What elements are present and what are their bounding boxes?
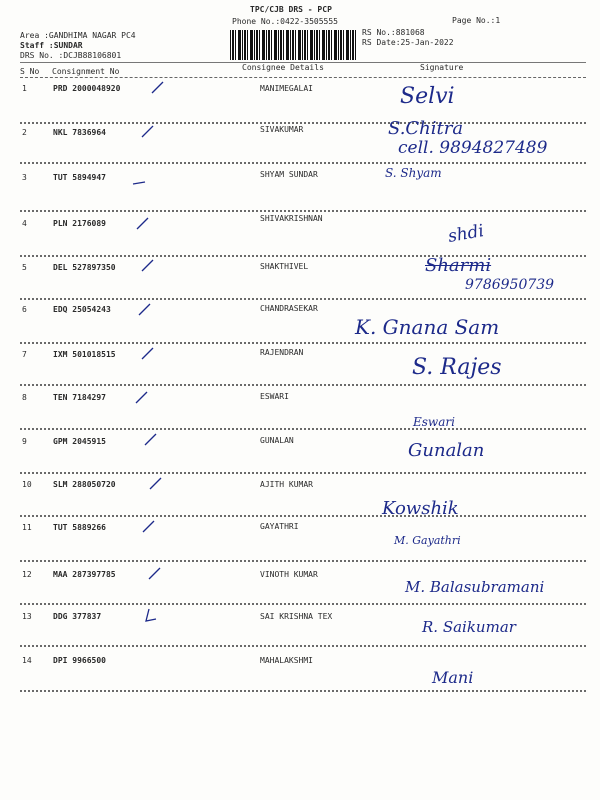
row-sno: 6 xyxy=(22,305,27,314)
report-title: TPC/CJB DRS - PCP xyxy=(250,5,332,14)
row-consignee: SHYAM SUNDAR xyxy=(260,170,318,179)
col-header-signature: Signature xyxy=(420,63,464,72)
col-header-sno: S No xyxy=(20,67,40,76)
row-signature-phone: 9786950739 xyxy=(465,277,555,293)
row-separator xyxy=(20,560,586,562)
row-consignment: DEL 527897350 xyxy=(53,263,116,272)
tick-mark xyxy=(140,258,154,272)
tick-mark xyxy=(150,80,164,94)
tick-mark xyxy=(148,476,162,490)
row-separator xyxy=(20,298,586,300)
row-signature: S.Chitra xyxy=(388,118,464,139)
row-sno: 11 xyxy=(22,523,32,532)
row-consignment: MAA 287397785 xyxy=(53,570,116,579)
row-signature: M. Gayathri xyxy=(394,534,461,547)
rs-number: RS No.:881068 xyxy=(362,28,425,37)
row-sno: 12 xyxy=(22,570,32,579)
row-sno: 3 xyxy=(22,173,27,182)
tick-mark xyxy=(134,390,148,404)
col-header-consignment: Consignment No xyxy=(52,67,120,76)
row-consignee: AJITH KUMAR xyxy=(260,480,313,489)
row-consignment: PLN 2176089 xyxy=(53,219,106,228)
row-consignment: NKL 7836964 xyxy=(53,128,106,137)
row-consignment: DDG 377837 xyxy=(53,612,102,621)
row-consignment: TUT 5889266 xyxy=(53,523,106,532)
row-signature: M. Balasubramani xyxy=(405,578,545,596)
row-signature: K. Gnana Sam xyxy=(355,315,500,339)
row-sno: 8 xyxy=(22,393,27,402)
row-signature: Selvi xyxy=(400,84,455,109)
row-consignee: RAJENDRAN xyxy=(260,348,304,357)
row-consignment: DPI 9966500 xyxy=(53,656,106,665)
row-signature: shdi xyxy=(446,221,486,247)
row-sno: 4 xyxy=(22,219,27,228)
row-consignment: GPM 2045915 xyxy=(53,437,106,446)
barcode-image xyxy=(230,30,358,60)
row-signature: Sharmi xyxy=(425,255,492,276)
row-sno: 5 xyxy=(22,263,27,272)
row-signature: Gunalan xyxy=(408,440,485,461)
rs-date: RS Date:25-Jan-2022 xyxy=(362,38,454,47)
row-consignment: TEN 7184297 xyxy=(53,393,106,402)
row-separator xyxy=(20,428,586,430)
col-header-consignee: Consignee Details xyxy=(242,63,324,72)
row-consignee: GAYATHRI xyxy=(260,522,299,531)
row-consignee: SAI KRISHNA TEX xyxy=(260,612,333,621)
staff-label: Staff :SUNDAR xyxy=(20,41,83,50)
row-consignment: TUT 5894947 xyxy=(53,173,106,182)
row-consignee: MANIMEGALAI xyxy=(260,84,313,93)
row-separator xyxy=(20,210,586,212)
tick-mark xyxy=(141,519,155,533)
row-sno: 2 xyxy=(22,128,27,137)
row-signature: S. Rajes xyxy=(412,355,502,380)
row-consignee: GUNALAN xyxy=(260,436,294,445)
row-consignee: SHIVAKRISHNAN xyxy=(260,214,323,223)
row-consignment: PRD 2000048920 xyxy=(53,84,121,93)
tick-mark xyxy=(143,608,157,622)
row-separator xyxy=(20,122,586,124)
row-separator xyxy=(20,690,586,692)
row-separator xyxy=(20,603,586,605)
row-consignee: SHAKTHIVEL xyxy=(260,262,309,271)
row-sno: 1 xyxy=(22,84,27,93)
tick-mark xyxy=(137,302,151,316)
row-consignment: EDQ 25054243 xyxy=(53,305,111,314)
row-separator xyxy=(20,645,586,647)
row-separator xyxy=(20,384,586,386)
page-number: Page No.:1 xyxy=(452,16,501,25)
row-consignment: IXM 501018515 xyxy=(53,350,116,359)
row-signature-phone: cell. 9894827489 xyxy=(398,138,548,158)
tick-mark xyxy=(143,432,157,446)
row-consignment: SLM 288050720 xyxy=(53,480,116,489)
column-header-rule xyxy=(20,77,586,78)
tick-mark xyxy=(140,124,154,138)
row-sno: 9 xyxy=(22,437,27,446)
row-consignee: VINOTH KUMAR xyxy=(260,570,318,579)
row-signature: Mani xyxy=(432,668,474,687)
row-sno: 7 xyxy=(22,350,27,359)
row-consignee: MAHALAKSHMI xyxy=(260,656,313,665)
row-signature: Eswari xyxy=(413,415,455,429)
area-label: Area :GANDHIMA NAGAR PC4 xyxy=(20,31,136,40)
row-separator xyxy=(20,255,586,257)
tick-mark xyxy=(147,566,161,580)
row-sno: 14 xyxy=(22,656,32,665)
row-separator xyxy=(20,162,586,164)
row-consignee: SIVAKUMAR xyxy=(260,125,304,134)
row-sno: 10 xyxy=(22,480,32,489)
row-separator xyxy=(20,515,586,517)
row-signature: R. Saikumar xyxy=(422,618,516,636)
phone-number: Phone No.:0422-3505555 xyxy=(232,17,338,26)
row-signature: S. Shyam xyxy=(385,166,442,180)
tick-mark xyxy=(132,176,146,190)
row-signature: Kowshik xyxy=(382,498,459,519)
row-sno: 13 xyxy=(22,612,32,621)
row-consignee: ESWARI xyxy=(260,392,289,401)
row-consignee: CHANDRASEKAR xyxy=(260,304,318,313)
row-separator xyxy=(20,342,586,344)
row-separator xyxy=(20,472,586,474)
tick-mark xyxy=(135,216,149,230)
tick-mark xyxy=(140,346,154,360)
drs-number: DRS No. :DCJB88106801 xyxy=(20,51,122,60)
